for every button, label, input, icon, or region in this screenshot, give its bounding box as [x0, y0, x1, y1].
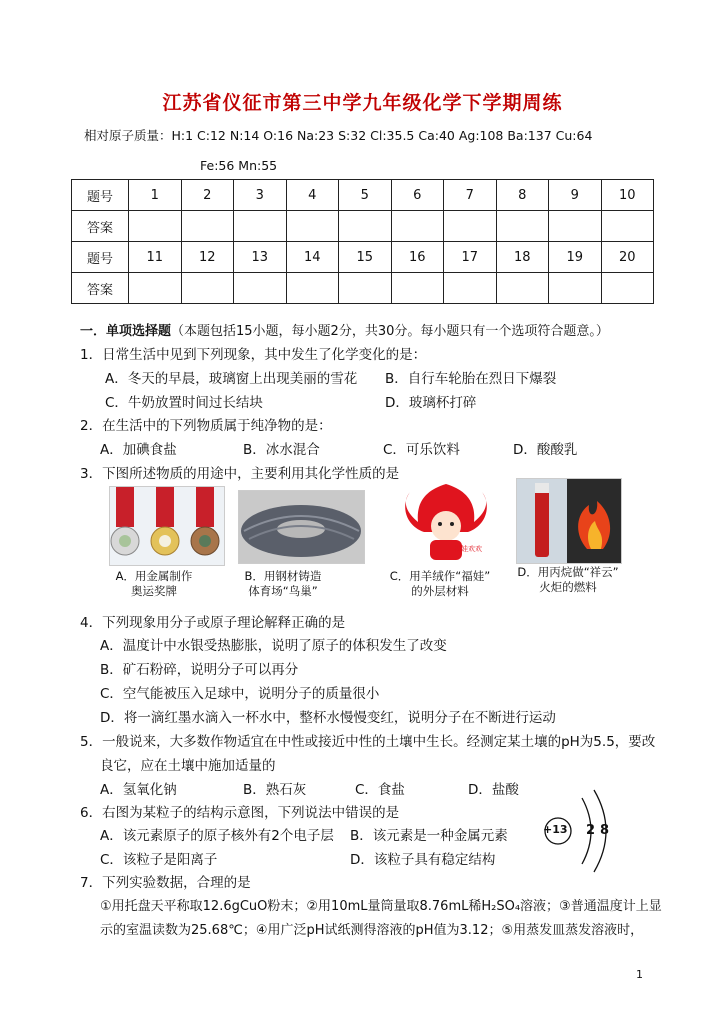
q4-option-b: B．矿石粉碎，说明分子可以再分	[100, 662, 299, 678]
table-cell: 19	[549, 242, 602, 273]
atomic-mass-line-1: 相对原子质量：H:1 C:12 N:14 O:16 Na:23 S:32 Cl:35.5 Ca:40 Ag:108 Ba:137 Cu:64	[84, 128, 593, 143]
q1-option-c: C．牛奶放置时间过长结块	[105, 395, 263, 411]
section-heading	[80, 320, 609, 339]
table-cell: 20	[601, 242, 654, 273]
table-cell: 4	[286, 180, 339, 211]
answer-cell[interactable]	[444, 211, 497, 242]
fuwa-label: 福娃欢欢	[454, 545, 482, 553]
q3-caption-d-line1: D．用丙烷做“祥云”	[517, 565, 619, 579]
q3-caption-a-line2: 奥运奖牌	[131, 584, 177, 598]
q3-caption-c-line2: 的外层材料	[411, 584, 469, 598]
q5-option-b: B．熟石灰	[243, 782, 307, 798]
table-row	[72, 242, 654, 273]
q1-option-d: D．玻璃杯打碎	[385, 395, 477, 411]
q7-line1: ①用托盘天平称取12.6gCuO粉末；②用10mL量筒量取8.76mL稀H₂SO₄溶液；③普通温度计上显	[100, 899, 662, 914]
table-cell: 12	[181, 242, 234, 273]
q3-caption-d	[505, 565, 631, 595]
q4-option-c: C．空气能被压入足球中，说明分子的质量很小	[100, 686, 380, 702]
answer-cell[interactable]	[286, 273, 339, 304]
table-row	[72, 211, 654, 242]
answer-cell[interactable]	[549, 273, 602, 304]
q5-option-c: C．食盐	[355, 782, 405, 798]
electron-shell-1: 2	[586, 823, 596, 838]
table-cell: 18	[496, 242, 549, 273]
table-cell: 9	[549, 180, 602, 211]
table-cell: 5	[339, 180, 392, 211]
answer-cell[interactable]	[496, 273, 549, 304]
q3-caption-b	[228, 569, 338, 599]
table-cell: 13	[234, 242, 287, 273]
q1-stem: 1．日常生活中见到下列现象，其中发生了化学变化的是：	[80, 347, 427, 363]
table-cell: 11	[129, 242, 182, 273]
answer-cell[interactable]	[496, 211, 549, 242]
answer-cell[interactable]	[444, 273, 497, 304]
answer-cell[interactable]	[234, 273, 287, 304]
answer-cell[interactable]	[391, 273, 444, 304]
q3-caption-b-line1: B．用钢材铸造	[244, 569, 322, 583]
nucleus-charge: +13	[543, 823, 568, 836]
table-cell: 答案	[72, 273, 129, 304]
q7-stem: 7．下列实验数据，合理的是	[80, 875, 251, 891]
answer-table	[71, 179, 654, 304]
q3-stem: 3．下图所述物质的用途中，主要利用其化学性质的是	[80, 466, 400, 482]
q5-option-a: A．氢氧化钠	[100, 782, 177, 798]
q7-line2: 示的室温读数为25.68℃；④用广泛pH试纸测得溶液的pH值为3.12；⑤用蒸发皿蒸发溶液时，	[100, 923, 644, 938]
q3-caption-d-line2: 火炬的燃料	[539, 580, 597, 594]
q6-option-a: A．该元素原子的原子核外有2个电子层	[100, 828, 334, 844]
table-cell: 15	[339, 242, 392, 273]
answer-cell[interactable]	[601, 273, 654, 304]
q2-option-b: B．冰水混合	[243, 442, 320, 458]
q4-option-d: D．将一滴红墨水滴入一杯水中，整杯水慢慢变红，说明分子在不断进行运动	[100, 710, 556, 726]
page-title: 江苏省仪征市第三中学九年级化学下学期周练	[162, 92, 563, 114]
answer-cell[interactable]	[391, 211, 444, 242]
page-number: 1	[636, 968, 643, 981]
section-title: 一．单项选择题	[80, 324, 172, 339]
table-cell: 1	[129, 180, 182, 211]
fuwa-image	[396, 482, 496, 566]
table-cell: 题号	[72, 180, 129, 211]
q5-stem-line1: 5．一般说来，大多数作物适宜在中性或接近中性的土壤中生长。经测定某土壤的pH为5.5，要改	[80, 734, 656, 750]
table-row	[72, 273, 654, 304]
section-note: （本题包括15小题，每小题2分，共30分。每小题只有一个选项符合题意。）	[171, 324, 609, 339]
table-cell: 2	[181, 180, 234, 211]
table-cell: 8	[496, 180, 549, 211]
table-cell: 3	[234, 180, 287, 211]
table-cell: 14	[286, 242, 339, 273]
answer-cell[interactable]	[129, 211, 182, 242]
answer-cell[interactable]	[339, 273, 392, 304]
atomic-mass-line-2: Fe:56 Mn:55	[200, 158, 278, 173]
q2-option-d: D．酸酸乳	[513, 442, 578, 458]
table-cell: 6	[391, 180, 444, 211]
q3-caption-b-line2: 体育场“鸟巢”	[248, 584, 318, 598]
q5-stem-line2: 良它，应在土壤中施加适量的	[100, 758, 276, 774]
q2-option-a: A．加碘食盐	[100, 442, 177, 458]
q3-caption-a-line1: A．用金属制作	[115, 569, 193, 583]
answer-cell[interactable]	[234, 211, 287, 242]
q1-option-b: B．自行车轮胎在烈日下爆裂	[385, 371, 557, 387]
table-row	[72, 180, 654, 211]
q6-option-d: D．该粒子具有稳定结构	[350, 852, 496, 868]
table-cell: 答案	[72, 211, 129, 242]
q6-option-c: C．该粒子是阳离子	[100, 852, 218, 868]
q2-option-c: C．可乐饮料	[383, 442, 460, 458]
q4-option-a: A．温度计中水银受热膨胀，说明了原子的体积发生了改变	[100, 638, 447, 654]
answer-cell[interactable]	[286, 211, 339, 242]
answer-cell[interactable]	[549, 211, 602, 242]
q3-caption-c-line1: C．用羊绒作“福娃”	[389, 569, 491, 583]
table-cell: 17	[444, 242, 497, 273]
q6-option-b: B．该元素是一种金属元素	[350, 828, 508, 844]
q3-caption-c	[375, 569, 505, 599]
table-cell: 题号	[72, 242, 129, 273]
table-cell: 10	[601, 180, 654, 211]
answer-cell[interactable]	[601, 211, 654, 242]
answer-cell[interactable]	[181, 211, 234, 242]
medals-image	[109, 486, 225, 566]
table-cell: 7	[444, 180, 497, 211]
torch-image	[516, 478, 622, 564]
q2-stem: 2．在生活中的下列物质属于纯净物的是：	[80, 418, 332, 434]
answer-cell[interactable]	[339, 211, 392, 242]
q3-caption-a	[99, 569, 209, 599]
answer-cell[interactable]	[129, 273, 182, 304]
birds-nest-image	[238, 490, 365, 564]
electron-shell-2: 8	[600, 823, 610, 838]
table-cell: 16	[391, 242, 444, 273]
q4-stem: 4．下列现象用分子或原子理论解释正确的是	[80, 615, 346, 631]
answer-cell[interactable]	[181, 273, 234, 304]
q5-option-d: D．盐酸	[468, 782, 519, 798]
q6-stem: 6．右图为某粒子的结构示意图，下列说法中错误的是	[80, 805, 400, 821]
q1-option-a: A．冬天的早晨，玻璃窗上出现美丽的雪花	[105, 371, 358, 387]
